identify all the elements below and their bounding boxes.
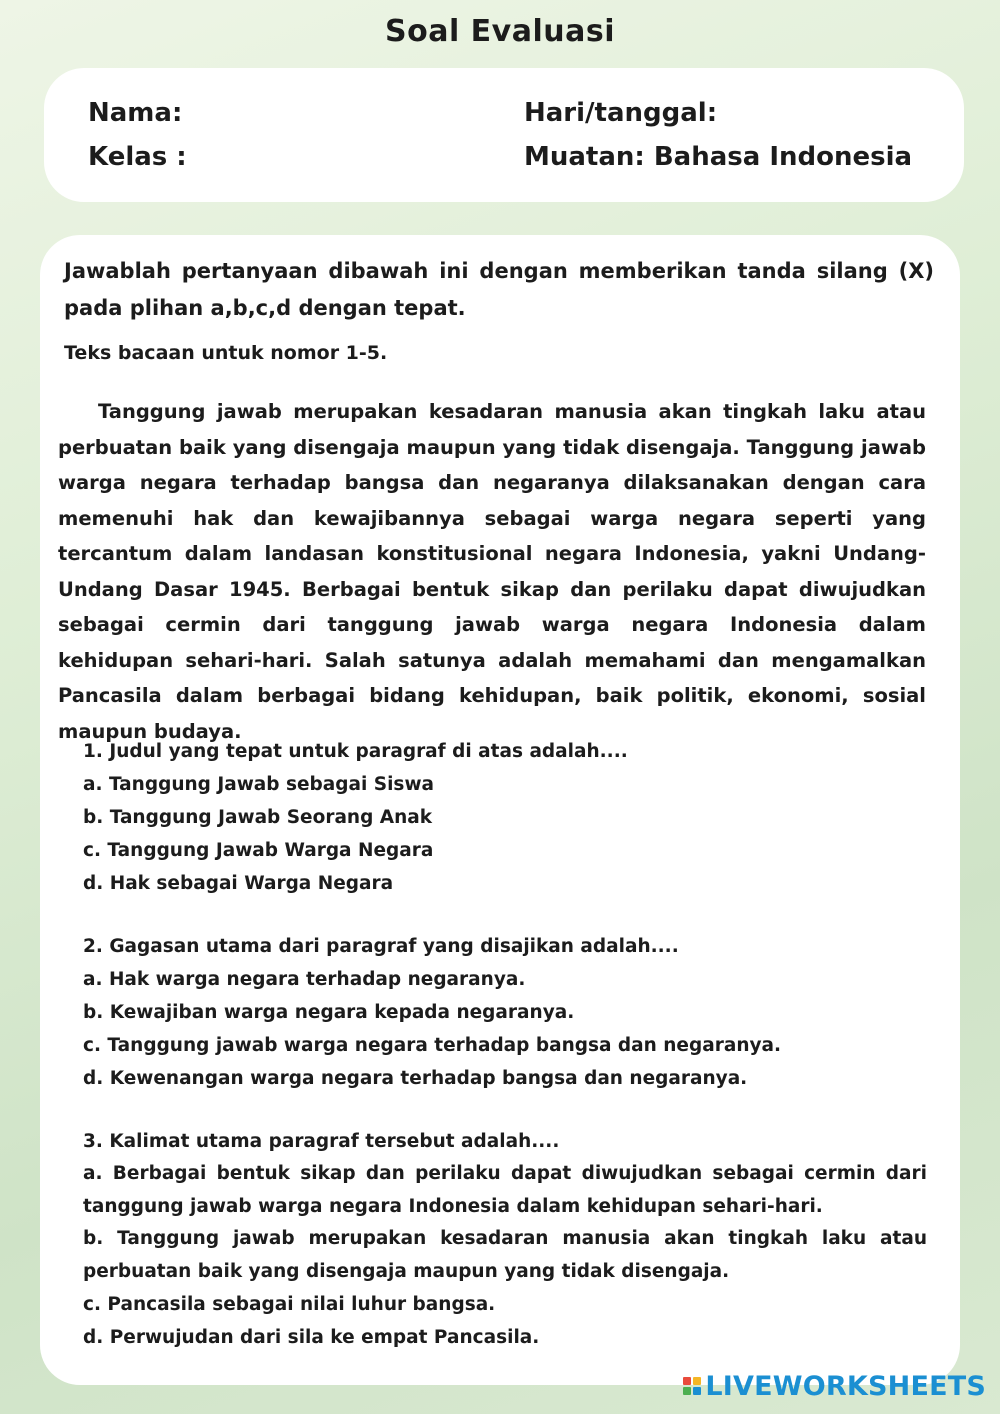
muatan-label: Muatan: Bahasa Indonesia bbox=[524, 142, 913, 172]
question-list bbox=[83, 735, 927, 1384]
question-item bbox=[83, 1125, 927, 1354]
answer-option[interactable]: c. Tanggung jawab warga negara terhadap bangsa dan negaranya. bbox=[83, 1035, 782, 1056]
instruction-text: Jawablah pertanyaan dibawah ini dengan memberikan tanda silang (X) pada plihan a,b,c,d dengan tepat. bbox=[64, 259, 934, 320]
answer-option[interactable]: b. Tanggung jawab merupakan kesadaran manusia akan tingkah laku atau perbuatan baik yang disengaja maupun yang tidak disengaja. bbox=[83, 1228, 927, 1282]
answer-option[interactable]: c. Pancasila sebagai nilai luhur bangsa. bbox=[83, 1294, 496, 1315]
answer-option[interactable]: a. Tanggung Jawab sebagai Siswa bbox=[83, 774, 435, 795]
question-text: 1. Judul yang tepat untuk paragraf di atas adalah.... bbox=[83, 741, 628, 762]
worksheet-panel bbox=[40, 235, 960, 1385]
answer-option[interactable]: c. Tanggung Jawab Warga Negara bbox=[83, 840, 434, 861]
answer-option[interactable]: a. Berbagai bentuk sikap dan perilaku dapat diwujudkan sebagai cermin dari tanggung jawab warga negara Indonesia dalam kehidupan sehari-hari. bbox=[83, 1163, 927, 1217]
answer-option[interactable]: d. Perwujudan dari sila ke empat Pancasila. bbox=[83, 1327, 540, 1348]
question-item bbox=[83, 735, 927, 900]
question-text: 3. Kalimat utama paragraf tersebut adalah.... bbox=[83, 1131, 560, 1152]
answer-option[interactable]: d. Kewenangan warga negara terhadap bangsa dan negaranya. bbox=[83, 1068, 748, 1089]
nama-label: Nama: bbox=[88, 98, 183, 128]
passage-label: Teks bacaan untuk nomor 1-5. bbox=[64, 342, 388, 364]
student-info-panel bbox=[44, 68, 964, 202]
question-item bbox=[83, 930, 927, 1095]
kelas-label: Kelas : bbox=[88, 142, 187, 172]
logo-text: LIVEWORKSHEETS bbox=[705, 1370, 986, 1402]
question-text: 2. Gagasan utama dari paragraf yang disajikan adalah.... bbox=[83, 936, 679, 957]
page-title: Soal Evaluasi bbox=[384, 14, 615, 49]
liveworksheets-logo-icon bbox=[683, 1377, 701, 1395]
answer-option[interactable]: b. Tanggung Jawab Seorang Anak bbox=[83, 807, 433, 828]
liveworksheets-logo bbox=[683, 1372, 986, 1400]
answer-option[interactable]: a. Hak warga negara terhadap negaranya. bbox=[83, 969, 526, 990]
hari-tanggal-label: Hari/tanggal: bbox=[524, 98, 718, 128]
answer-option[interactable]: b. Kewajiban warga negara kepada negaranya. bbox=[83, 1002, 575, 1023]
answer-option[interactable]: d. Hak sebagai Warga Negara bbox=[83, 873, 394, 894]
reading-passage: Tanggung jawab merupakan kesadaran manusia akan tingkah laku atau perbuatan baik yang disengaja maupun yang tidak disengaja. Tanggung jawab warga negara terhadap bangsa dan negaranya dilaksanakan dengan cara memenuhi hak dan kewajibannya sebagai warga negara seperti yang tercantum dalam landasan konstitusional negara Indonesia, yakni Undang-Undang Dasar 1945. Berbagai bentuk sikap dan perilaku dapat diwujudkan sebagai cermin dari tanggung jawab warga negara Indonesia dalam kehidupan sehari-hari. Salah satunya adalah memahami dan mengamalkan Pancasila dalam berbagai bidang kehidupan, baik politik, ekonomi, sosial maupun budaya. bbox=[58, 400, 926, 743]
